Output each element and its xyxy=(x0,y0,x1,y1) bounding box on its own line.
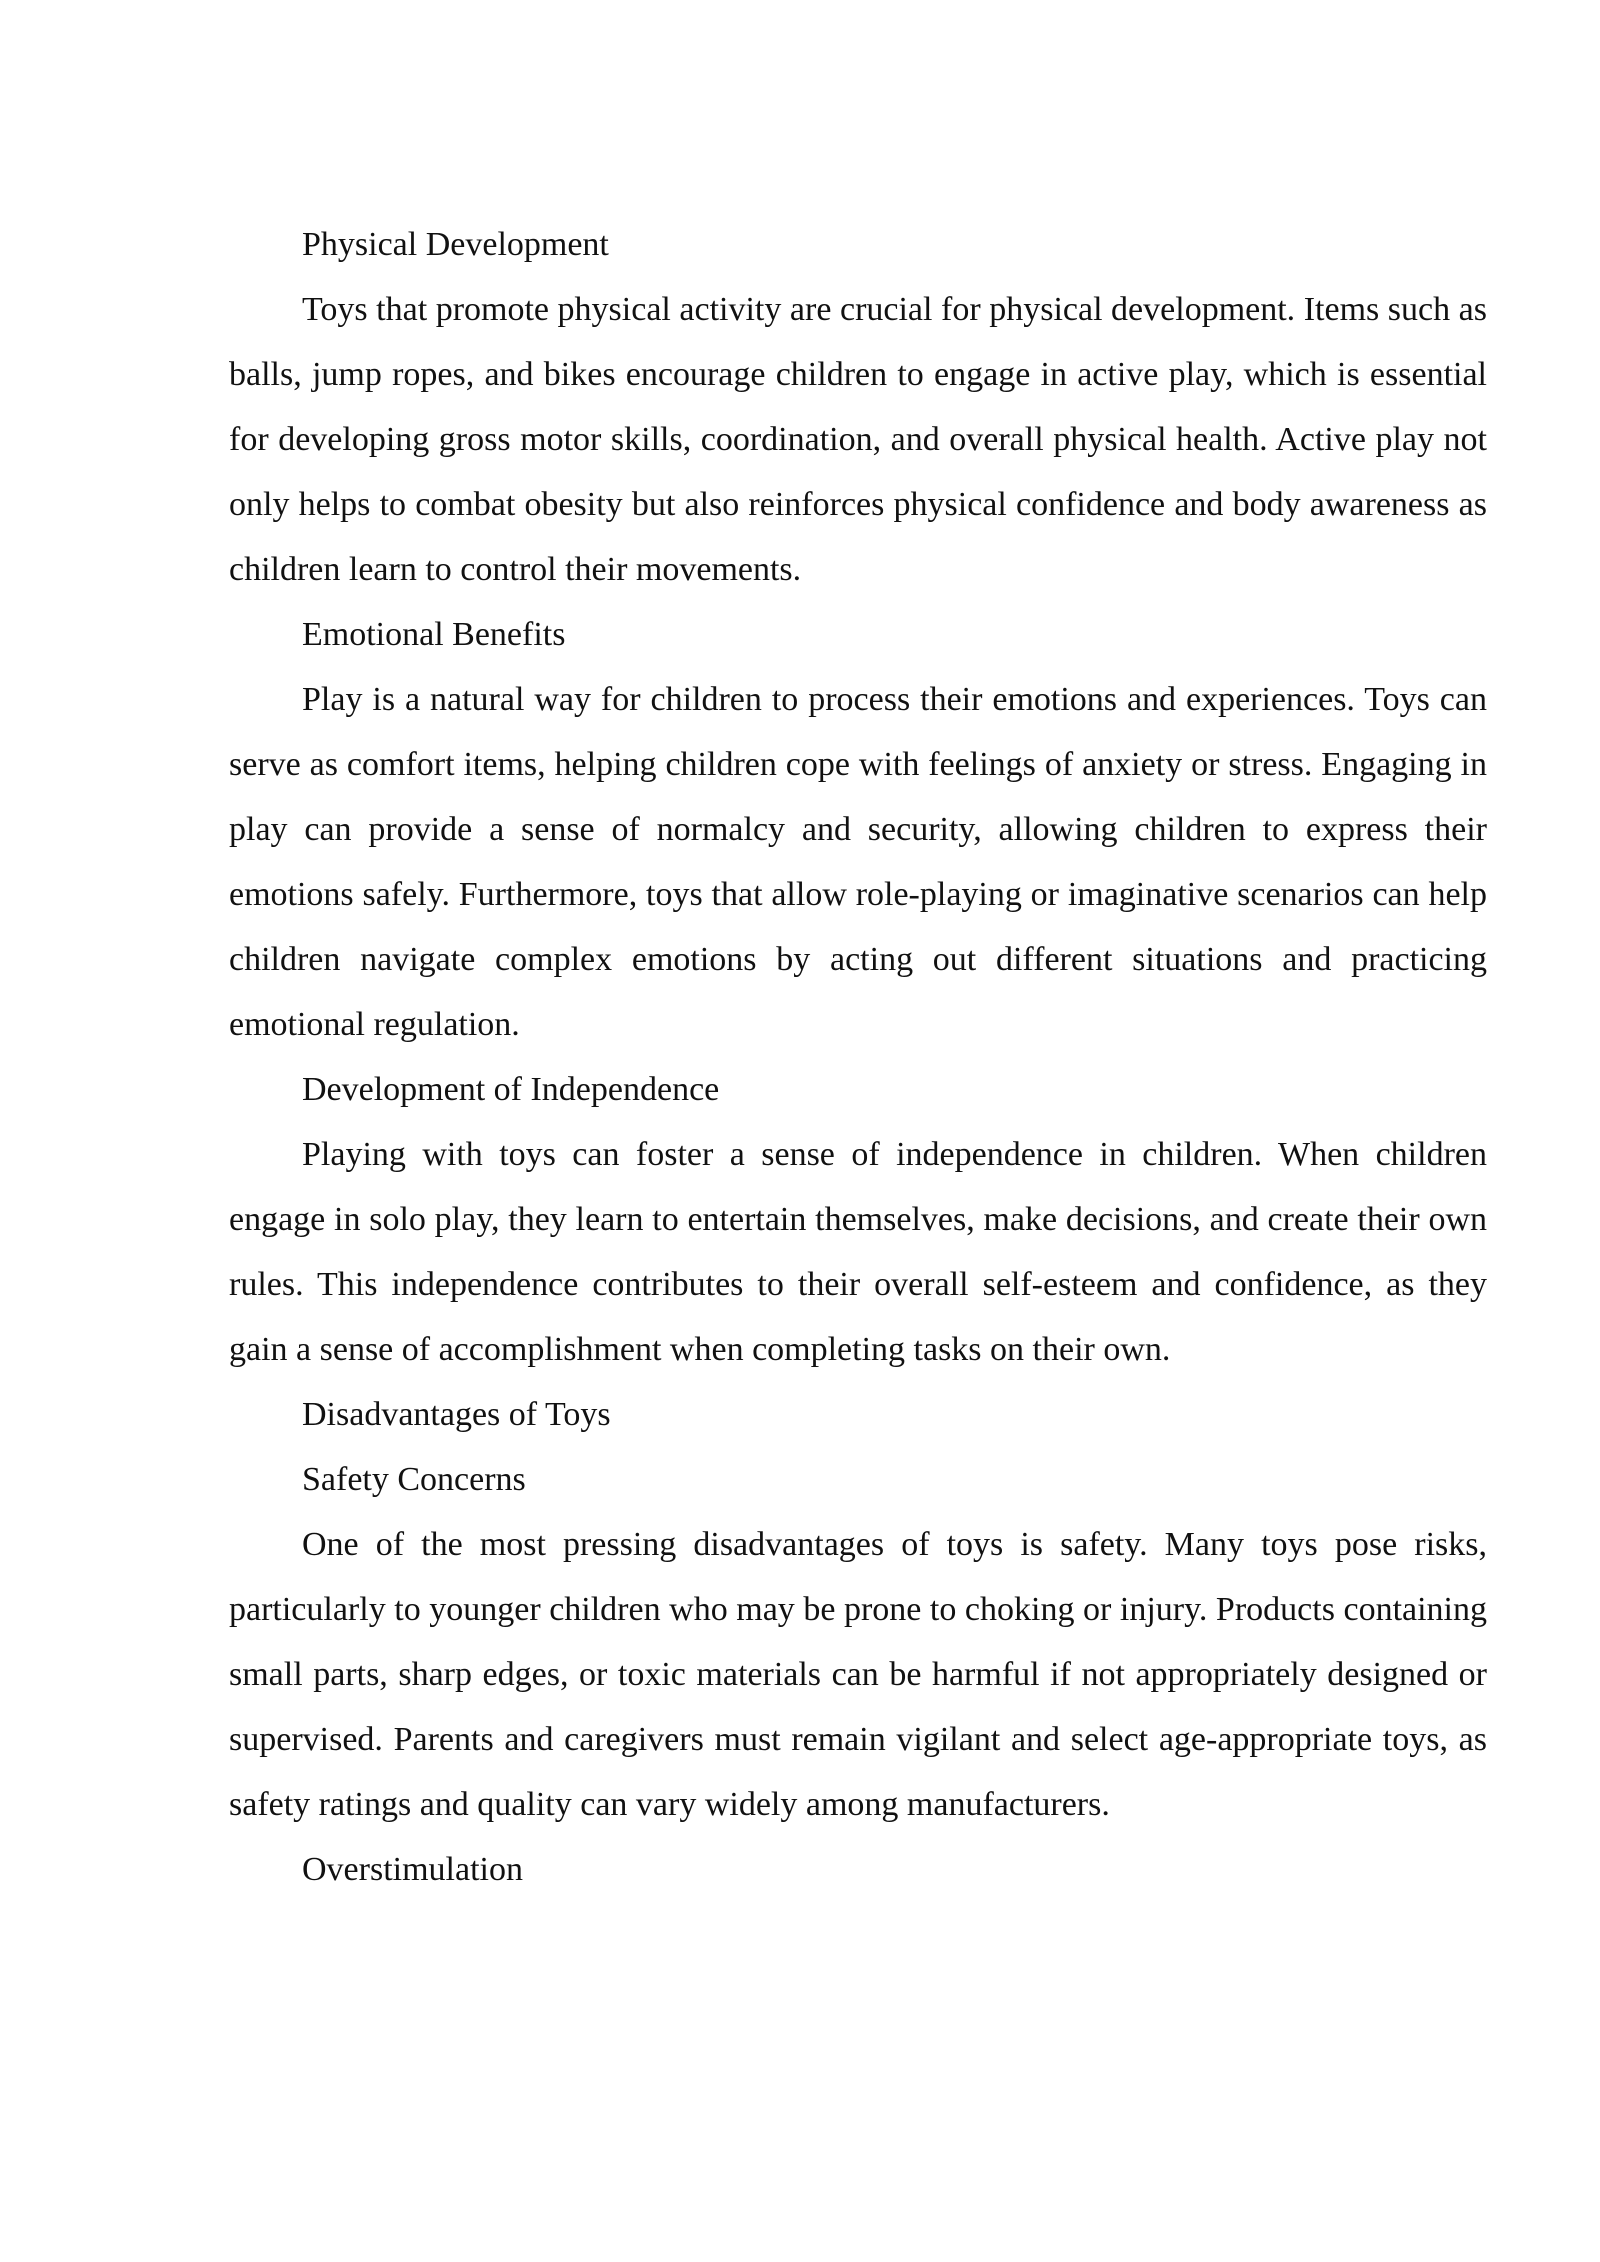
section-heading-overstimulation: Overstimulation xyxy=(302,1851,523,1888)
paragraph-independence: Playing with toys can foster a sense of independence in children. When children engage in solo play, they learn to entertain themselves, make decisions, and create their own rules. This independence contributes to their overall self-esteem and confidence, as they gain a sense of accomplishment when completing tasks on their own. xyxy=(229,1136,1487,1368)
section-heading-physical-development: Physical Development xyxy=(302,226,609,263)
section-heading-emotional-benefits: Emotional Benefits xyxy=(302,616,566,653)
paragraph-safety-concerns: One of the most pressing disadvantages of toys is safety. Many toys pose risks, particularly to younger children who may be prone to choking or injury. Products containing small parts, sharp edges, or toxic materials can be harmful if not appropriately designed or supervised. Parents and caregivers must remain vigilant and select age-appropriate toys, as safety ratings and quality can vary widely among manufacturers. xyxy=(229,1526,1487,1823)
section-heading-disadvantages: Disadvantages of Toys xyxy=(302,1396,611,1433)
document-body xyxy=(229,212,1487,1902)
paragraph-emotional-benefits: Play is a natural way for children to process their emotions and experiences. Toys can serve as comfort items, helping children cope with feelings of anxiety or stress. Engaging in play can provide a sense of normalcy and security, allowing children to express their emotions safely. Furthermore, toys that allow role-playing or imaginative scenarios can help children navigate complex emotions by acting out different situations and practicing emotional regulation. xyxy=(229,681,1487,1043)
paragraph-physical-development: Toys that promote physical activity are crucial for physical development. Items such as balls, jump ropes, and bikes encourage children to engage in active play, which is essential for developing gross motor skills, coordination, and overall physical health. Active play not only helps to combat obesity but also reinforces physical confidence and body awareness as children learn to control their movements. xyxy=(229,291,1487,588)
section-heading-safety-concerns: Safety Concerns xyxy=(302,1461,526,1498)
section-heading-independence: Development of Independence xyxy=(302,1071,720,1108)
